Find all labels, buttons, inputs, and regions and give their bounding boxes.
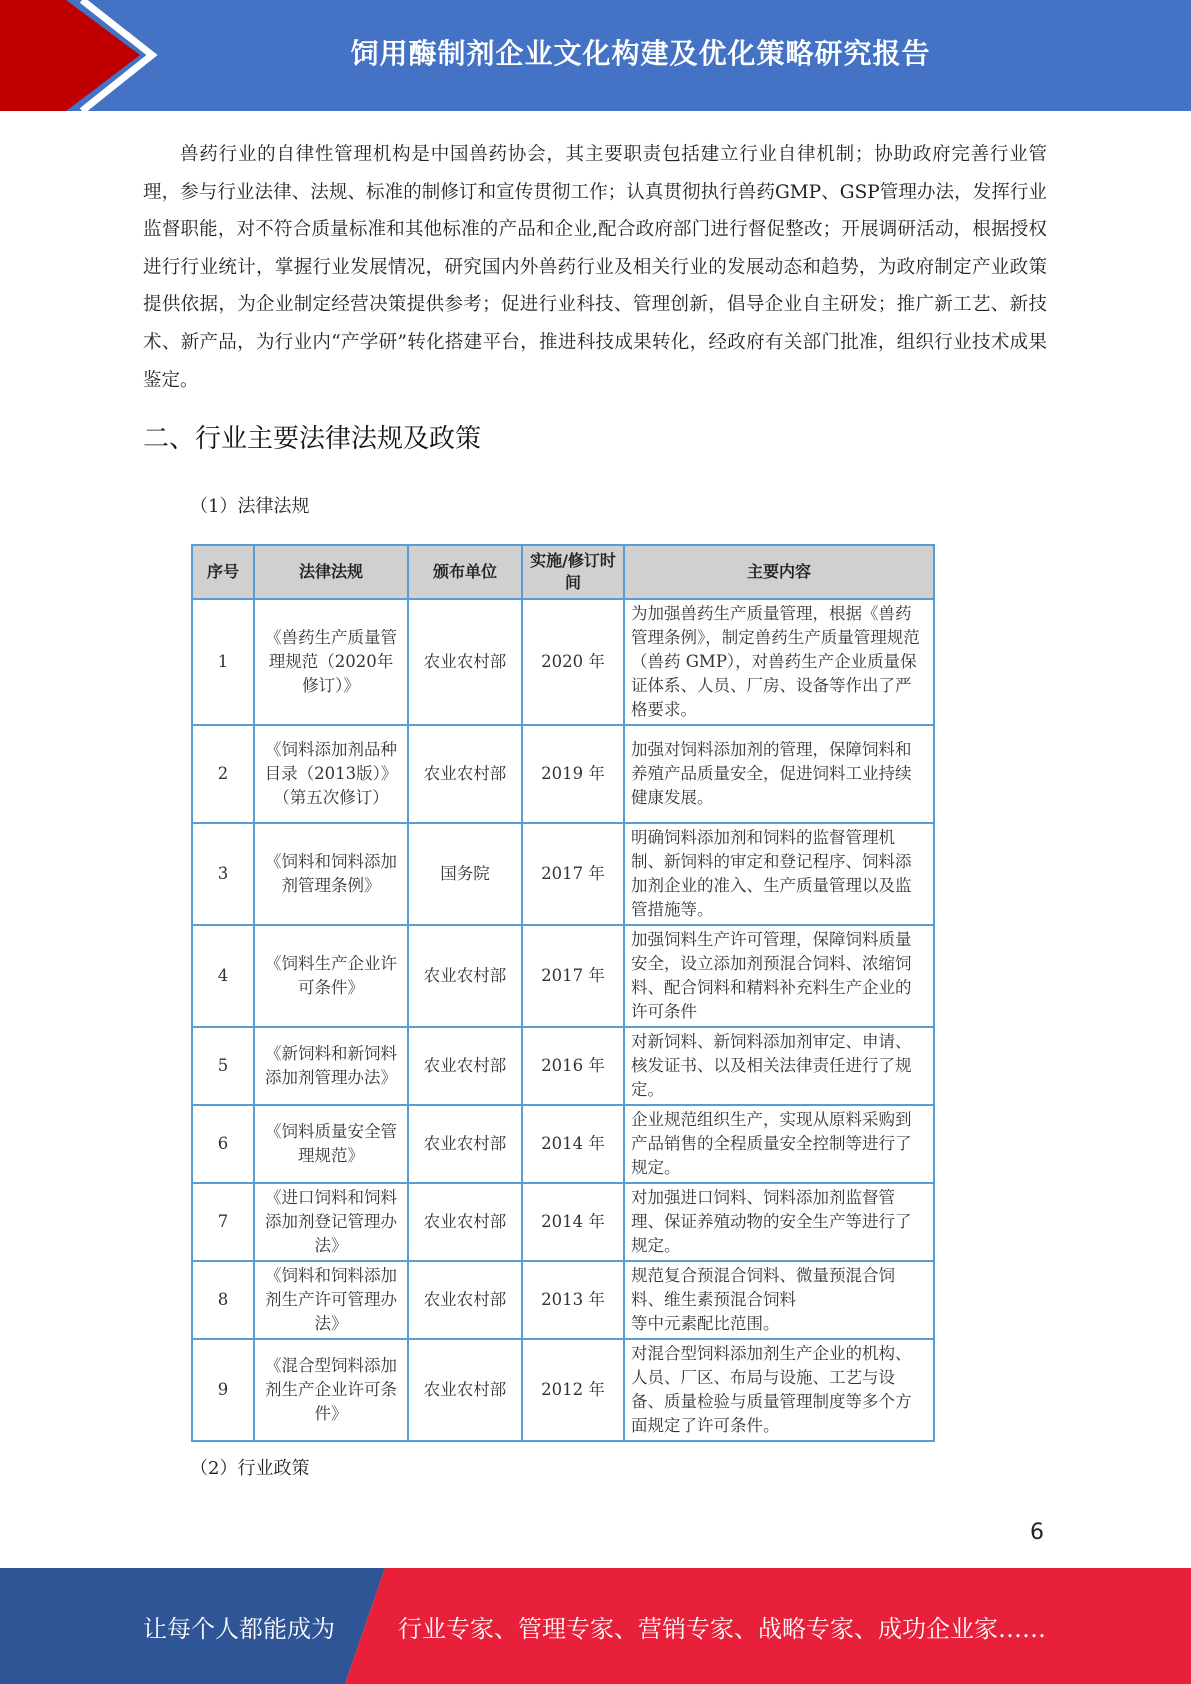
cell-issuer: 农业农村部 bbox=[408, 599, 522, 725]
table-row bbox=[192, 823, 934, 925]
table-row bbox=[192, 1183, 934, 1261]
cell-content: 对混合型饲料添加剂生产企业的机构、人员、厂区、布局与设施、工艺与设备、质量检验与质量管理制度等多个方面规定了许可条件。 bbox=[624, 1339, 934, 1441]
cell-issuer: 农业农村部 bbox=[408, 1027, 522, 1105]
cell-law: 《饲料质量安全管理规范》 bbox=[254, 1105, 408, 1183]
cell-date: 2016 年 bbox=[522, 1027, 624, 1105]
body-paragraph: 兽药行业的自律性管理机构是中国兽药协会，其主要职责包括建立行业自律机制；协助政府完善行业管理，参与行业法律、法规、标准的制修订和宣传贯彻工作；认真贯彻执行兽药GMP、GSP管理办法，发挥行业监督职能，对不符合质量标准和其他标准的产品和企业,配合政府部门进行督促整改；开展调研活动，根据授权进行行业统计，掌握行业发展情况，研究国内外兽药行业及相关行业的发展动态和趋势，为政府制定产业政策提供依据，为企业制定经营决策提供参考；促进行业科技、管理创新，倡导企业自主研发；推广新工艺、新技术、新产品，为行业内“产学研”转化搭建平台，推进科技成果转化，经政府有关部门批准，组织行业技术成果鉴定。 bbox=[143, 144, 1047, 391]
cell-issuer: 农业农村部 bbox=[408, 1339, 522, 1441]
cell-law: 《饲料生产企业许可条件》 bbox=[254, 925, 408, 1027]
cell-no: 9 bbox=[192, 1339, 254, 1441]
footer-slogan-left: 让每个人都能成为 bbox=[143, 1614, 335, 1643]
cell-law: 《兽药生产质量管理规范（2020年修订）》 bbox=[254, 599, 408, 725]
cell-date: 2019 年 bbox=[522, 725, 624, 823]
cell-date: 2017 年 bbox=[522, 925, 624, 1027]
cell-issuer: 农业农村部 bbox=[408, 925, 522, 1027]
cell-issuer: 农业农村部 bbox=[408, 725, 522, 823]
cell-issuer: 农业农村部 bbox=[408, 1183, 522, 1261]
table-row bbox=[192, 925, 934, 1027]
cell-date: 2012 年 bbox=[522, 1339, 624, 1441]
sub-heading-policies: （2）行业政策 bbox=[190, 1458, 310, 1479]
header-no: 序号 bbox=[192, 545, 254, 599]
table-row bbox=[192, 1261, 934, 1339]
cell-content: 对加强进口饲料、饲料添加剂监督管理、保证养殖动物的安全生产等进行了规定。 bbox=[624, 1183, 934, 1261]
cell-content: 企业规范组织生产，实现从原料采购到产品销售的全程质量安全控制等进行了规定。 bbox=[624, 1105, 934, 1183]
cell-date: 2014 年 bbox=[522, 1105, 624, 1183]
table-row bbox=[192, 725, 934, 823]
cell-content: 规范复合预混合饲料、微量预混合饲料、维生素预混合饲料 等中元素配比范围。 bbox=[624, 1261, 934, 1339]
table-row bbox=[192, 1027, 934, 1105]
cell-no: 5 bbox=[192, 1027, 254, 1105]
cell-no: 6 bbox=[192, 1105, 254, 1183]
cell-date: 2014 年 bbox=[522, 1183, 624, 1261]
cell-no: 4 bbox=[192, 925, 254, 1027]
cell-no: 8 bbox=[192, 1261, 254, 1339]
page-footer bbox=[0, 1568, 1191, 1684]
cell-content: 明确饲料添加剂和饲料的监督管理机制、新饲料的审定和登记程序、饲料添加剂企业的准入、生产质量管理以及监管措施等。 bbox=[624, 823, 934, 925]
page-header bbox=[0, 0, 1191, 111]
header-law: 法律法规 bbox=[254, 545, 408, 599]
cell-no: 3 bbox=[192, 823, 254, 925]
table-row bbox=[192, 1339, 934, 1441]
header-issuer: 颁布单位 bbox=[408, 545, 522, 599]
report-title: 饲用酶制剂企业文化构建及优化策略研究报告 bbox=[350, 36, 931, 70]
cell-no: 2 bbox=[192, 725, 254, 823]
cell-law: 《饲料和饲料添加剂管理条例》 bbox=[254, 823, 408, 925]
cell-content: 加强对饲料添加剂的管理，保障饲料和养殖产品质量安全，促进饲料工业持续健康发展。 bbox=[624, 725, 934, 823]
page-number: 6 bbox=[1030, 1520, 1044, 1545]
cell-issuer: 国务院 bbox=[408, 823, 522, 925]
section-heading: 二、行业主要法律法规及政策 bbox=[143, 424, 482, 454]
header-date: 实施/修订时间 bbox=[522, 545, 624, 599]
cell-law: 《新饲料和新饲料添加剂管理办法》 bbox=[254, 1027, 408, 1105]
cell-content: 加强饲料生产许可管理，保障饲料质量安全，设立添加剂预混合饲料、浓缩饲料、配合饲料和精料补充料生产企业的许可条件 bbox=[624, 925, 934, 1027]
cell-law: 《进口饲料和饲料添加剂登记管理办法》 bbox=[254, 1183, 408, 1261]
cell-date: 2017 年 bbox=[522, 823, 624, 925]
cell-date: 2020 年 bbox=[522, 599, 624, 725]
table-row bbox=[192, 599, 934, 725]
cell-content: 对新饲料、新饲料添加剂审定、申请、核发证书、以及相关法律责任进行了规定。 bbox=[624, 1027, 934, 1105]
laws-table bbox=[191, 544, 935, 1442]
header-red-arrow bbox=[0, 0, 140, 111]
cell-law: 《饲料和饲料添加剂生产许可管理办法》 bbox=[254, 1261, 408, 1339]
cell-no: 1 bbox=[192, 599, 254, 725]
table-header-row bbox=[192, 545, 934, 599]
footer-slogan-right: 行业专家、管理专家、营销专家、战略专家、成功企业家…… bbox=[398, 1614, 1046, 1643]
table-row bbox=[192, 1105, 934, 1183]
cell-date: 2013 年 bbox=[522, 1261, 624, 1339]
cell-law: 《饲料添加剂品种目录（2013版）》（第五次修订） bbox=[254, 725, 408, 823]
cell-issuer: 农业农村部 bbox=[408, 1105, 522, 1183]
cell-law: 《混合型饲料添加剂生产企业许可条件》 bbox=[254, 1339, 408, 1441]
cell-content: 为加强兽药生产质量管理，根据《兽药管理条例》，制定兽药生产质量管理规范（兽药 GMP），对兽药生产企业质量保证体系、人员、厂房、设备等作出了严格要求。 bbox=[624, 599, 934, 725]
cell-no: 7 bbox=[192, 1183, 254, 1261]
cell-issuer: 农业农村部 bbox=[408, 1261, 522, 1339]
sub-heading-laws: （1）法律法规 bbox=[190, 496, 310, 517]
header-content: 主要内容 bbox=[624, 545, 934, 599]
